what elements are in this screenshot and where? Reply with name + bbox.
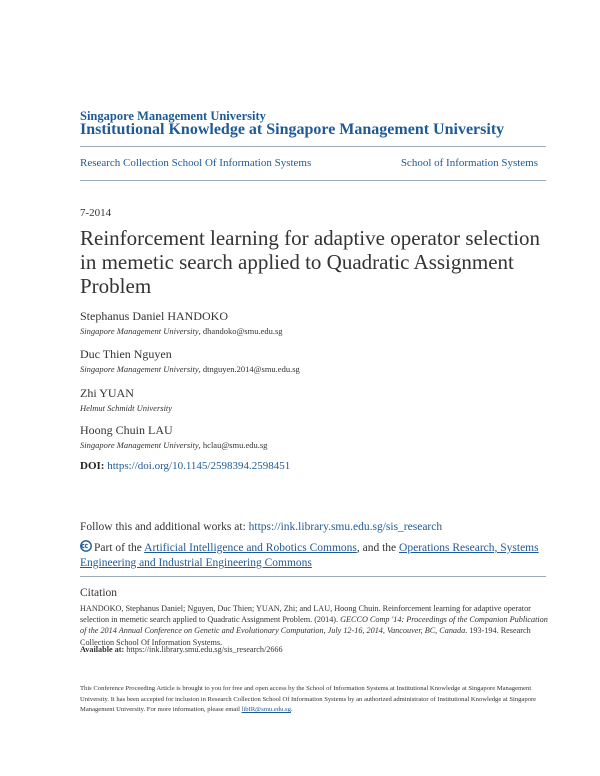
author-affiliation (80, 440, 267, 450)
author-affiliation (80, 403, 172, 413)
doi-label: DOI: (80, 460, 105, 472)
author-name: Duc Thien Nguyen (80, 347, 172, 361)
doi-line (80, 460, 290, 472)
citation-heading: Citation (80, 587, 118, 599)
author-email: , dhandoko@smu.edu.sg (198, 326, 283, 336)
affiliation-name: Singapore Management University (80, 364, 199, 374)
commons-link-operations-research[interactable]: Operations Research, Systems Engineering and Industrial Engineering Commons (80, 542, 539, 569)
citation-body (80, 603, 550, 648)
author-affiliation (80, 326, 283, 336)
follow-line (80, 521, 442, 533)
doi-link[interactable]: https://doi.org/10.1145/2598394.2598451 (107, 460, 291, 472)
institution-name[interactable]: Singapore Management University (80, 109, 266, 123)
citation-text-end: . 193-194. Research Collection School Of Information Systems. (80, 626, 531, 647)
header-divider (80, 146, 546, 147)
author-name: Hoong Chuin LAU (80, 423, 173, 437)
commons-link-ai-robotics[interactable]: Artificial Intelligence and Robotics Commons (144, 542, 357, 554)
available-at-line (80, 645, 283, 654)
collection-divider (80, 180, 546, 181)
author-affiliation (80, 364, 300, 374)
collection-link-school[interactable]: School of Information Systems (400, 157, 538, 169)
author-email: , dtnguyen.2014@smu.edu.sg (198, 364, 300, 374)
citation-text: HANDOKO, Stephanus Daniel; Nguyen, Duc Thien; YUAN, Zhi; and LAU, Hoong Chuin. Reinforcement learning for adaptive operator selection in memetic search applied to Quadratic Assignment Problem. (2014). (80, 604, 531, 625)
follow-text: Follow this and additional works at: (80, 521, 249, 533)
footer-notice (80, 684, 548, 716)
follow-link[interactable]: https://ink.library.smu.edu.sg/sis_research (248, 521, 443, 533)
part-of-middle: , and the (356, 542, 400, 554)
footer-text: This Conference Proceeding Article is brought to you for free and open access by the School of Information Systems at Institutional Knowledge at Singapore Management University. It has been accepted for inclusion in Research Collection School Of Information Systems by an authorized administrator of Institutional Knowledge at Singapore Management University. For more information, please email (80, 685, 537, 714)
paper-title: Reinforcement learning for adaptive operator selection in memetic search applied to Quadratic Assignment Problem (80, 226, 541, 298)
author-name: Zhi YUAN (80, 386, 134, 400)
part-of-prefix: Part of the (94, 542, 145, 554)
footer-email-link[interactable]: libIR@smu.edu.sg (241, 706, 291, 714)
author-name: Stephanus Daniel HANDOKO (80, 309, 228, 323)
collection-link-research[interactable]: Research Collection School Of Information Systems (80, 157, 312, 169)
part-of-line (80, 540, 550, 571)
affiliation-name: Singapore Management University (80, 326, 199, 336)
affiliation-name: Helmut Schmidt University (80, 403, 173, 413)
footer-end: . (290, 706, 293, 714)
available-label: Available at: (80, 645, 125, 654)
creative-commons-icon (80, 540, 92, 552)
citation-venue: GECCO Comp '14: Proceedings of the Companion Publication of the 2014 Annual Conference on Genetic and Evolutionary Computation, July 12-16, 2014, Vancouver, BC, Canada (80, 615, 548, 636)
available-url[interactable]: https://ink.library.smu.edu.sg/sis_research/2666 (124, 645, 283, 654)
affiliation-name: Singapore Management University (80, 440, 199, 450)
publication-date: 7-2014 (80, 207, 112, 219)
repository-name[interactable]: Institutional Knowledge at Singapore Management University (80, 121, 505, 138)
citation-divider (80, 576, 546, 577)
author-email: , hclau@smu.edu.sg (198, 440, 268, 450)
